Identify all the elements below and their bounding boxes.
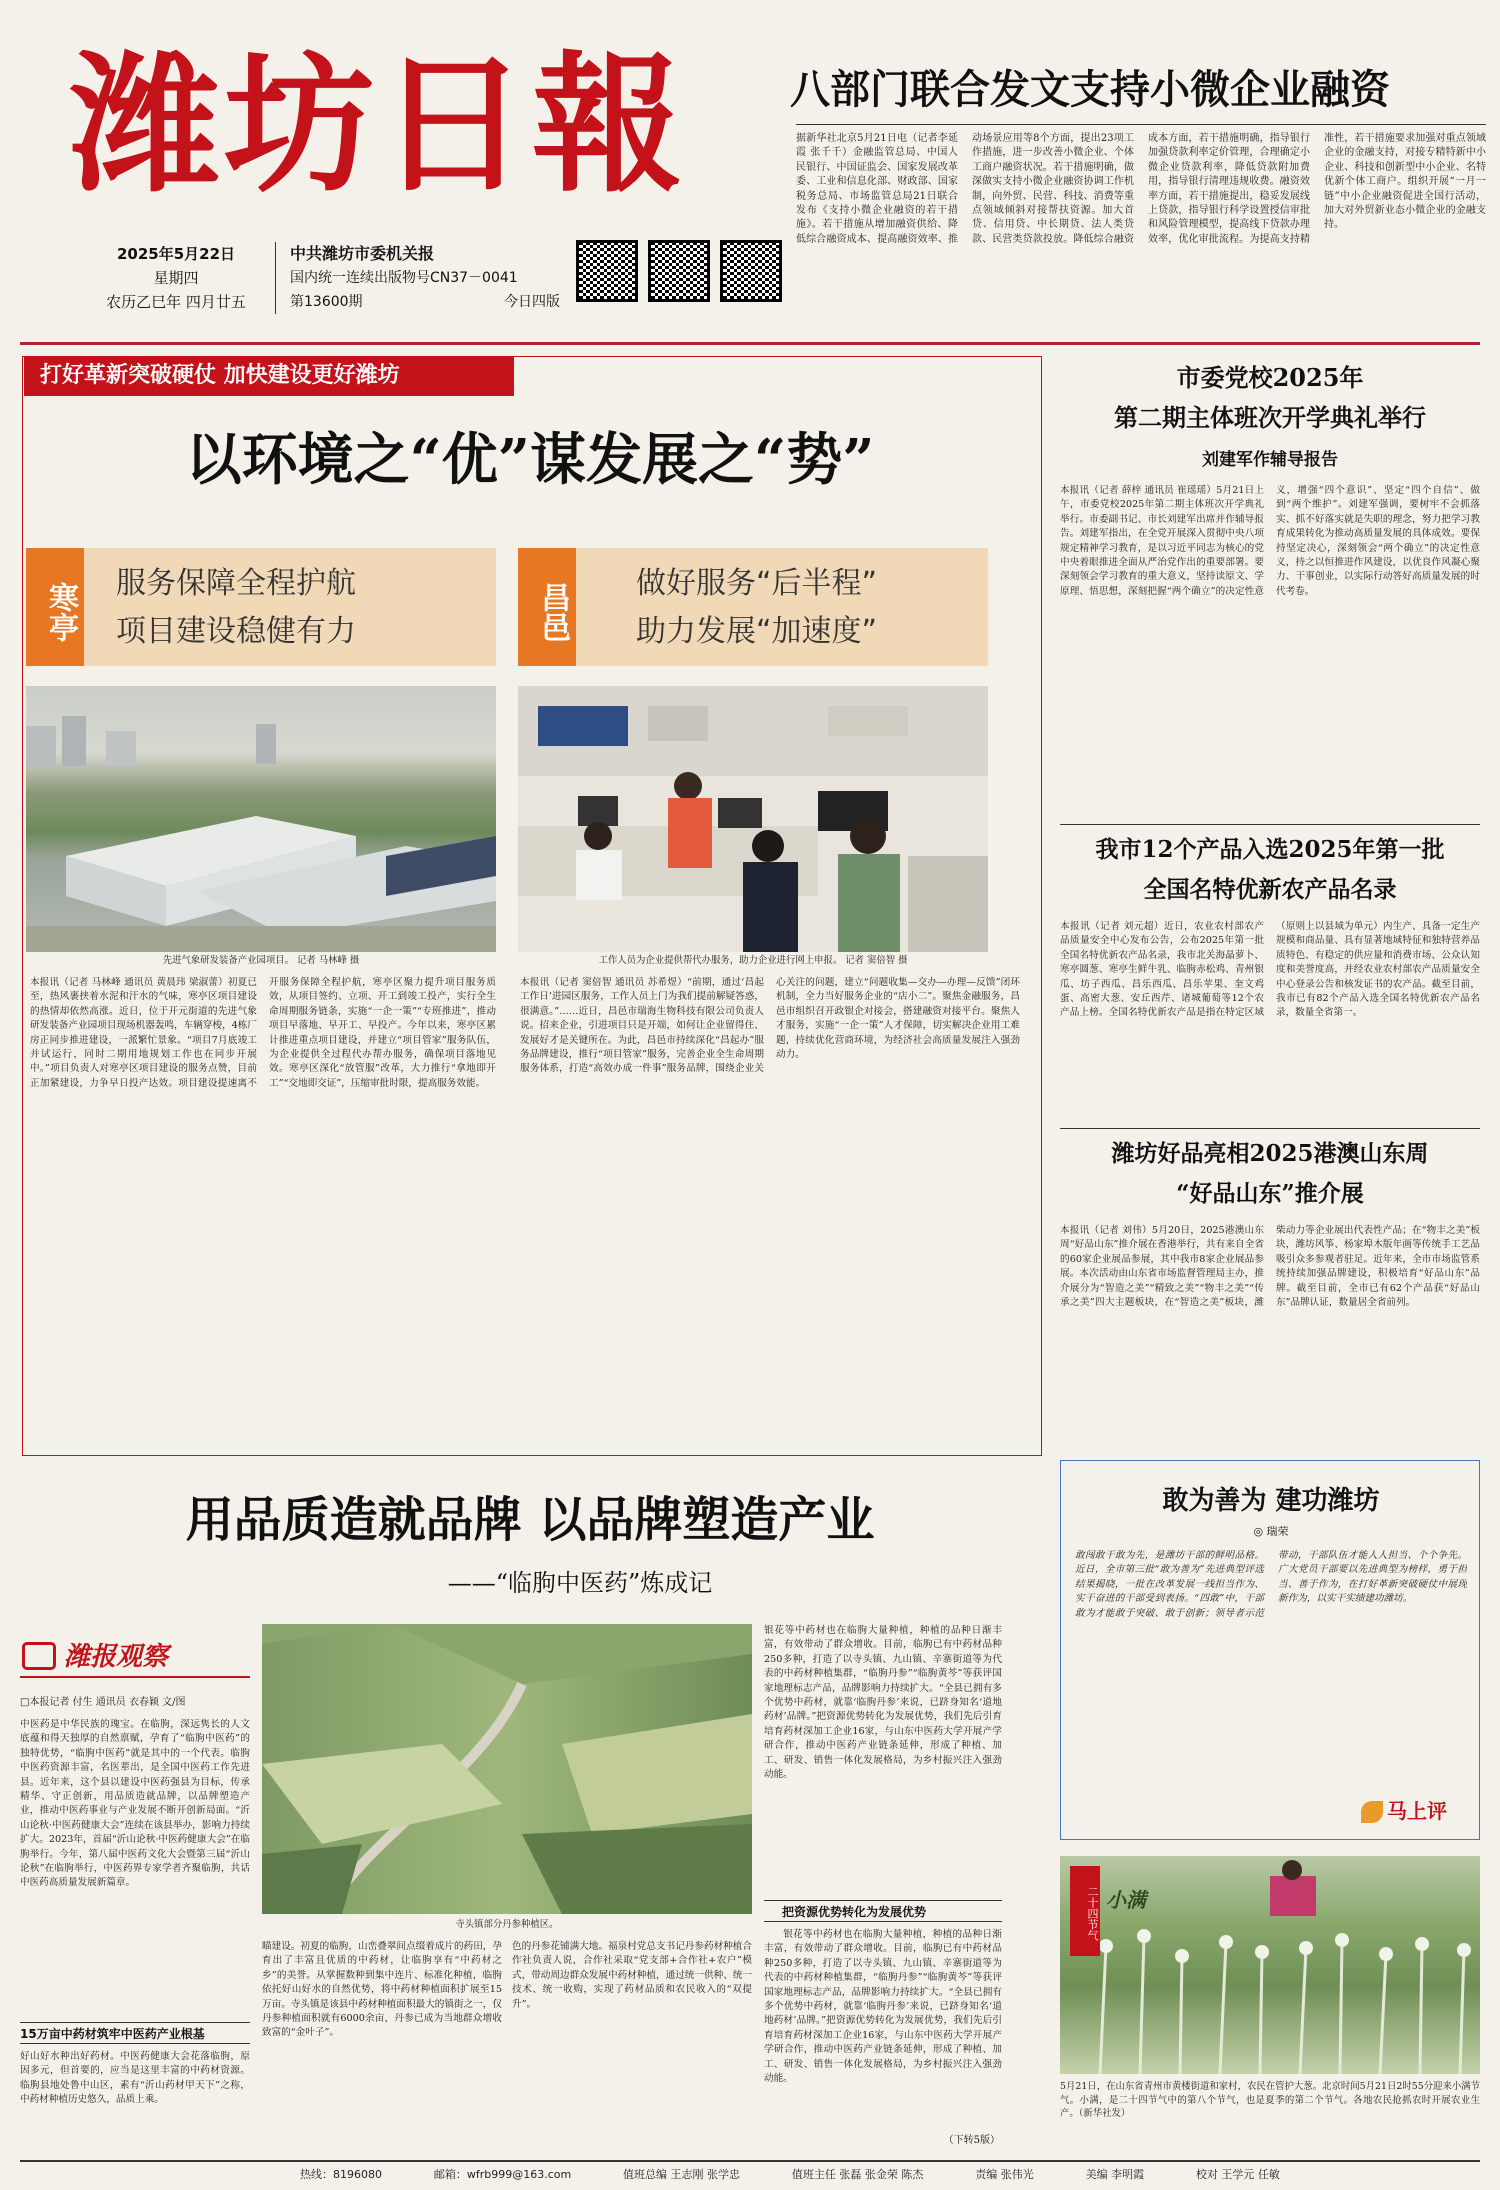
changyi-body: 本报讯（记者 窦倍智 通讯员 苏希煜）“前期，通过‘昌起工作日’进园区服务，工作人员上门为我们提前解疑答惑，很满意。”……近日，昌邑市瑞海生物科技有限公司负责人说。招来企业，引进项目只是开端，如何让企业留得住、发展好才是关键所在。为此，昌邑市持续深化“昌起办”服务品牌建设，推行“项目管家”服务，完善企业全生命周期服务体系，打造“高效办成一件事”服务品牌，围绕企业关心关注的问题，建立“问题收集—交办—办理—反馈”闭环机制，全力当好服务企业的“店小二”。聚焦金融服务，昌邑市组织召开政银企对接会，搭建融资对接平台。聚焦人才服务，实施“一企一策”人才保障，切实解决企业用工难题，持续优化营商环境，为经济社会高质量发展注入强劲动力。 xyxy=(520,977,1020,1075)
footer-editor: 责编 张伟光 xyxy=(975,2168,1034,2181)
solar-term-label: 二十四节气 xyxy=(1070,1866,1100,1956)
hanting-header xyxy=(26,548,496,666)
column-logo: 潍报观察 xyxy=(64,1642,169,1672)
herb-field-photo xyxy=(262,1624,752,1914)
publisher-block xyxy=(290,242,560,317)
brand-story-body-4: 色的丹参花铺满大地。福泉村党总支书记丹参药材种植合作社负责人说，合作社采取“党支部+合作社+农户”模式，带动周边群众发展中药材种植，通过统一供种、统一技术、统一收购，实现了药材品质和农民收入的“双提升”。 xyxy=(512,1941,752,2010)
changyi-header xyxy=(518,548,988,666)
top-story-body: 据新华社北京5月21日电（记者李延霞 张千千）金融监管总局、中国人民银行、中国证监会、国家发展改革委、工业和信息化部、财政部、国家税务总局、市场监管总局21日联合发布《支持小微企业融资的若干措施》。若干措施从增加融资供给、降低综合融资成本、提高融资效率、推动场景应用等8个方面，提出23项工作措施，进一步改善小微企业、个体工商户融资状况。若干措施明确，做深做实支持小微企业融资协调工作机制，向外贸、民营、科技、消费等重点领域倾斜对接帮扶资源。加大首贷、信用贷、中长期贷、法人类贷款、民营类贷款投放。降低综合融资成本方面，若干措施明确，指导银行加强贷款利率定价管理，合理确定小微企业贷款利率，降低贷款附加费用，指导银行清理违规收费。融资效率方面，若干措施提出，稳妥发展线上贷款，指导银行科学设置授信审批和风险管理模型，提高线下贷款办理效率，优化审批流程。为提高支持精准性，若干措施要求加强对重点领域企业的金融支持，对接专精特新中小企业、科技和创新型中小企业、名特优新个体工商户。组织开展“一月一链”中小企业融资促进全国行活动，加大对外贸新业态小微企业的金融支持。 xyxy=(796,133,1486,245)
issue-number: 第13600期 xyxy=(290,294,363,310)
qr-code-2[interactable] xyxy=(648,240,710,302)
section-banner: 打好革新突破硬仗 加快建设更好潍坊 xyxy=(24,356,514,396)
commentary-author: ◎ 瑞荣 xyxy=(1253,1525,1289,1538)
footer-proof: 校对 王学元 任敏 xyxy=(1195,2168,1280,2181)
hanting-tag: 寒亭 xyxy=(26,548,84,666)
changyi-photo xyxy=(518,686,988,952)
xiaoman-photo xyxy=(1060,1856,1480,2074)
hk-macao-title-2: “好品山东”推介展 xyxy=(1176,1180,1364,1207)
footer-director: 值班主任 张磊 张金荣 陈杰 xyxy=(791,2168,924,2181)
pen-icon xyxy=(1361,1801,1383,1823)
commentary-sign xyxy=(1361,1793,1471,1829)
hanting-photo-caption: 先进气象研发装备产业园项目。 记者 马林峰 摄 xyxy=(162,955,360,966)
footer-email[interactable]: 邮箱：wfrb999@163.com xyxy=(433,2168,572,2181)
newspaper-logo: 潍坊日報 xyxy=(70,37,687,213)
hk-macao-title-1: 潍坊好品亮相2025港澳山东周 xyxy=(1111,1140,1429,1167)
commentary-body: 敢闯敢干敢为先，是潍坊干部的鲜明品格。近日，全市第三批“敢为善为”先进典型评选结果揭晓，一批在改革发展一线担当作为、实干奋进的干部受到表扬。“四敢”中，干部敢为才能敢于突破、敢于创新；领导者示范带动，干部队伍才能人人担当、个个争先。广大党员干部要以先进典型为榜样，勇于担当、善于作为，在打好革新突破硬仗中展现新作为，以实干实绩建功潍坊。 xyxy=(1075,1550,1467,1619)
xiaoman-caption: 5月21日，在山东省青州市黄楼街道和家村，农民在管护大葱。北京时间5月21日2时55分迎来小满节气。小满，是二十四节气中的第八个节气，也是夏季的第二个节气。各地农民抢抓农时开展农业生产。（新华社发） xyxy=(1060,2081,1480,2120)
camera-icon xyxy=(22,1642,56,1670)
footer-chief-editor: 值班总编 王志刚 张学忠 xyxy=(623,2168,741,2181)
hk-macao-article xyxy=(1060,1136,1480,1452)
party-school-subtitle: 刘建军作辅导报告 xyxy=(1202,450,1338,470)
commentary-sign-text: 马上评 xyxy=(1387,1799,1447,1823)
party-school-body: 本报讯（记者 薛梓 通讯员 崔瑶瑶）5月21日上午，市委党校2025年第二期主体班次开学典礼举行。市委副书记、市长刘建军出席并作辅导报告。刘建军指出，在全党开展深入贯彻中央八项规定精神学习教育，是以习近平同志为核心的党中央着眼推进全面从严治党作出的重要部署。要深刻领会学习教育的重大意义，坚持读原文、学原理、悟思想，深刻把握“两个确立”的决定性意义，增强“四个意识”、坚定“四个自信”、做到“两个维护”。刘建军强调，要树牢不会抓落实、抓不好落实就是失职的理念，努力把学习教育成果转化为推动高质量发展的具体成效。要保持坚定决心，深刻领会“两个确立”的决定性意义，持之以恒推进作风建设，以优良作风凝心聚力、干事创业，以实际行动答好高质量发展的时代考卷。 xyxy=(1060,485,1480,597)
hanting-title-1: 服务保障全程护航 xyxy=(116,566,356,601)
qr-code-3[interactable] xyxy=(720,240,782,302)
footer-art: 美编 李明霞 xyxy=(1085,2168,1145,2181)
products-title-1: 我市12个产品入选2025年第一批 xyxy=(1095,836,1445,863)
commentary-box xyxy=(1060,1460,1480,1840)
page-count: 今日四版 xyxy=(504,294,560,310)
section-headline: 以环境之“优”谋发展之“势” xyxy=(185,427,875,493)
changyi-title-1: 做好服务“后半程” xyxy=(636,566,878,601)
brand-story-body-1: 中医药是中华民族的瑰宝。在临朐，深远隽长的人文底蕴和得天独厚的自然禀赋，孕育了“临朐中医药”的独特优势，“临朐中医药”就是其中的一个代表。临朐中医药资源丰富，名医辈出，是全国中医药工作先进县。近年来，这个县以建设中医药强县为目标，传承精华、守正创新，用品质造就品牌，以品牌塑造产业，推动中医药事业与产业发展不断开创新局面。“沂山论秋·中医药健康大会”连续在该县举办，影响力持续扩大。2023年，首届“沂山论秋·中医药健康大会”在临朐举行。今年，第八届中医药文化大会暨第三届“沂山论秋”在临朐举行，中医药界专家学者齐聚临朐，共话中医药高质量发展新篇章。 xyxy=(20,1719,250,1889)
right-divider-1 xyxy=(1060,824,1480,825)
top-story-title: 八部门联合发文支持小微企业融资 xyxy=(790,67,1390,113)
party-school-article xyxy=(1060,356,1480,816)
changyi-title-2: 助力发展“加速度” xyxy=(636,614,878,649)
weekday: 星期四 xyxy=(153,269,199,287)
products-title-2: 全国名特优新农产品名录 xyxy=(1143,876,1397,903)
brand-story-title: 用品质造就品牌 以品牌塑造产业 xyxy=(185,1492,875,1548)
brand-story-subhead-2: 把资源优势转化为发展优势 xyxy=(764,1900,1002,1922)
masthead xyxy=(0,0,1500,360)
date-block xyxy=(96,242,256,317)
brand-story-body-3: 瞄建设。初夏的临朐，山峦叠翠间点缀着成片的药田，孕育出了丰富且优质的中药材，让临朐享有“中药材之乡”的美誉。从掌握数种到集中连片、标准化种植，临朐依托好山好水的自然优势，将中药材种植面积扩展至15万亩。寺头镇是该县中药材种植面积最大的镇街之一，仅丹参种植面积就有6000余亩，丹参已成为当地群众增收致富的“金叶子”。 xyxy=(262,1941,502,2039)
qr-code-1[interactable] xyxy=(576,240,638,302)
issue-date: 2025年5月22日 xyxy=(116,245,236,263)
commentary-title: 敢为善为 建功潍坊 xyxy=(1162,1486,1380,1516)
hanting-body: 本报讯（记者 马林峰 通讯员 黄晨玮 梁淑蕾）初夏已至，热风裹挟着水泥和汗水的气味，寒亭区项目建设的热情却依然高涨。近日，位于开元街道的先进气象研发装备产业园项目现场机器轰鸣，车辆穿梭，4栋厂房正同步推进建设，一派繁忙景象。“项目7月底竣工并试运行，同时二期用地规划工作也在同步开展中。”项目负责人对寒亭区项目建设的服务点赞，目前正加紧建设，力争早日投产达效。项目建设提速离不开服务保障全程护航，寒亭区聚力提升项目服务质效，从项目签约、立项、开工到竣工投产，实行全生命周期服务链条，实施“一企一策”“专班推进”，推动项目早落地、早开工、早投产。今年以来，寒亭区累计推进重点项目建设，并建立“项目管家”服务队伍，为企业提供全过程代办帮办服务，确保项目落地见效。寒亭区深化“放管服”改革，大力推行“拿地即开工”“交地即交证”，压缩审批时限，提高服务效能。 xyxy=(30,977,496,1089)
brand-story-subtitle: ——“临朐中医药”炼成记 xyxy=(447,1569,713,1597)
brand-story-body-6 xyxy=(764,1928,1002,2128)
products-body: 本报讯（记者 刘元超）近日，农业农村部农产品质量安全中心发布公告，公布2025年第一批全国名特优新农产品名录，我市北关海晶萝卜、寒亭圆葱、寒亭生鲜牛乳、临朐赤松鸡、青州银瓜、坊子西瓜、昌乐西瓜、昌乐苹果、奎文鸡蛋、高密大葱、安丘西芹、诸城葡萄等12个农产品上榜。全国名特优新农产品是指在特定区域（原则上以县域为单元）内生产、具备一定生产规模和商品量、具有显著地域特征和独特营养品质特色、有稳定的供应量和消费市场、公众认知度和美誉度高，并经农业农村部农产品质量安全中心登录公告和核发证书的农产品。截至目前，我市已有82个产品入选全国名特优新农产品名录，数量全省第一。 xyxy=(1060,921,1480,1019)
brand-story-subhead-1: 15万亩中药材筑牢中医药产业根基 xyxy=(20,2022,250,2044)
brand-story-byline: □本报记者 付生 通讯员 衣春颖 文/图 xyxy=(20,1697,186,1708)
right-divider-2 xyxy=(1060,1128,1480,1129)
cn-number: 国内统一连续出版物号CN37－0041 xyxy=(290,270,518,286)
products-article xyxy=(1060,832,1480,1122)
footer-rule xyxy=(20,2160,1480,2162)
lunar-date: 农历乙巳年 四月廿五 xyxy=(106,293,246,311)
brand-story-body-6-text: 银花等中药材也在临朐大量种植，种植的品种日渐丰富，有效带动了群众增收。目前，临朐已有中药材品种250多种，打造了以寺头镇、九山镇、辛寨街道等为代表的中药材种植集群，“临朐丹参”“临朐黄芩”等获评国家地理标志产品，品牌影响力持续扩大。“全县已拥有多个优势中药材，就靠‘临朐丹参’来说，已跻身知名‘道地药材’品牌。”把资源优势转化为发展优势，我们先后引育培育药材深加工企业16家，与山东中医药大学开展产学研合作，推动中医药产业链条延伸，形成了种植、加工、研发、销售一体化发展格局，为乡村振兴注入强劲动能。 xyxy=(764,1929,1002,2085)
solar-term-name: 小满 xyxy=(1106,1888,1146,1912)
herb-field-caption: 寺头镇部分丹参种植区。 xyxy=(455,1919,559,1930)
top-story-rule xyxy=(796,124,1486,125)
publisher: 中共潍坊市委机关报 xyxy=(290,244,435,263)
column-logo-box xyxy=(20,1636,250,1678)
continued-note: （下转5版） xyxy=(943,2135,1000,2146)
brand-story-body-5: 银花等中药材也在临朐大量种植，种植的品种日渐丰富，有效带动了群众增收。目前，临朐已有中药材品种250多种，打造了以寺头镇、九山镇、辛寨街道等为代表的中药材种植集群，“临朐丹参”“临朐黄芩”等获评国家地理标志产品，品牌影响力持续扩大。“全县已拥有多个优势中药材，就靠‘临朐丹参’来说，已跻身知名‘道地药材’品牌。”把资源优势转化为发展优势，我们先后引育培育药材深加工企业16家，与山东中医药大学开展产学研合作，推动中医药产业链条延伸，形成了种植、加工、研发、销售一体化发展格局，为乡村振兴注入强劲动能。 xyxy=(764,1625,1002,1781)
masthead-divider xyxy=(275,242,276,314)
hanting-photo xyxy=(26,686,496,952)
party-school-title-1: 市委党校2025年 xyxy=(1176,363,1364,392)
masthead-rule xyxy=(20,342,1480,345)
changyi-photo-caption: 工作人员为企业提供帮代办服务，助力企业进行网上申报。 记者 窦倍智 摄 xyxy=(598,955,908,966)
footer-hotline: 热线：8196080 xyxy=(300,2168,382,2181)
hanting-title-2: 项目建设稳健有力 xyxy=(116,614,356,649)
hk-macao-body: 本报讯（记者 刘伟）5月20日，2025港澳山东周“好品山东”推介展在香港举行，共有来自全省的60家企业展品参展，其中我市8家企业展品参展。本次活动由山东省市场监督管理局主办，推介展分为“智造之美”“精致之美”“物丰之美”“传承之美”四大主题板块，在“智造之美”板块，潍柴动力等企业展出代表性产品；在“物丰之美”板块，潍坊风筝、杨家埠木版年画等传统手工艺品吸引众多参观者驻足。近年来，全市市场监管系统持续加强品牌建设，积极培育“好品山东”品牌。截至目前，全市已有62个产品获“好品山东”品牌认证，数量居全省前列。 xyxy=(1060,1225,1480,1309)
brand-story-body-2: 好山好水种出好药材。中医药健康大会花落临朐，原因多元，但首要的，应当是这里丰富的中药材资源。临朐县地处鲁中山区，素有“沂山药材甲天下”之称，中药材种植历史悠久，品质上乘。 xyxy=(20,2051,250,2106)
party-school-title-2: 第二期主体班次开学典礼举行 xyxy=(1114,403,1426,432)
footer xyxy=(20,2164,1480,2186)
changyi-tag: 昌邑 xyxy=(518,548,576,666)
